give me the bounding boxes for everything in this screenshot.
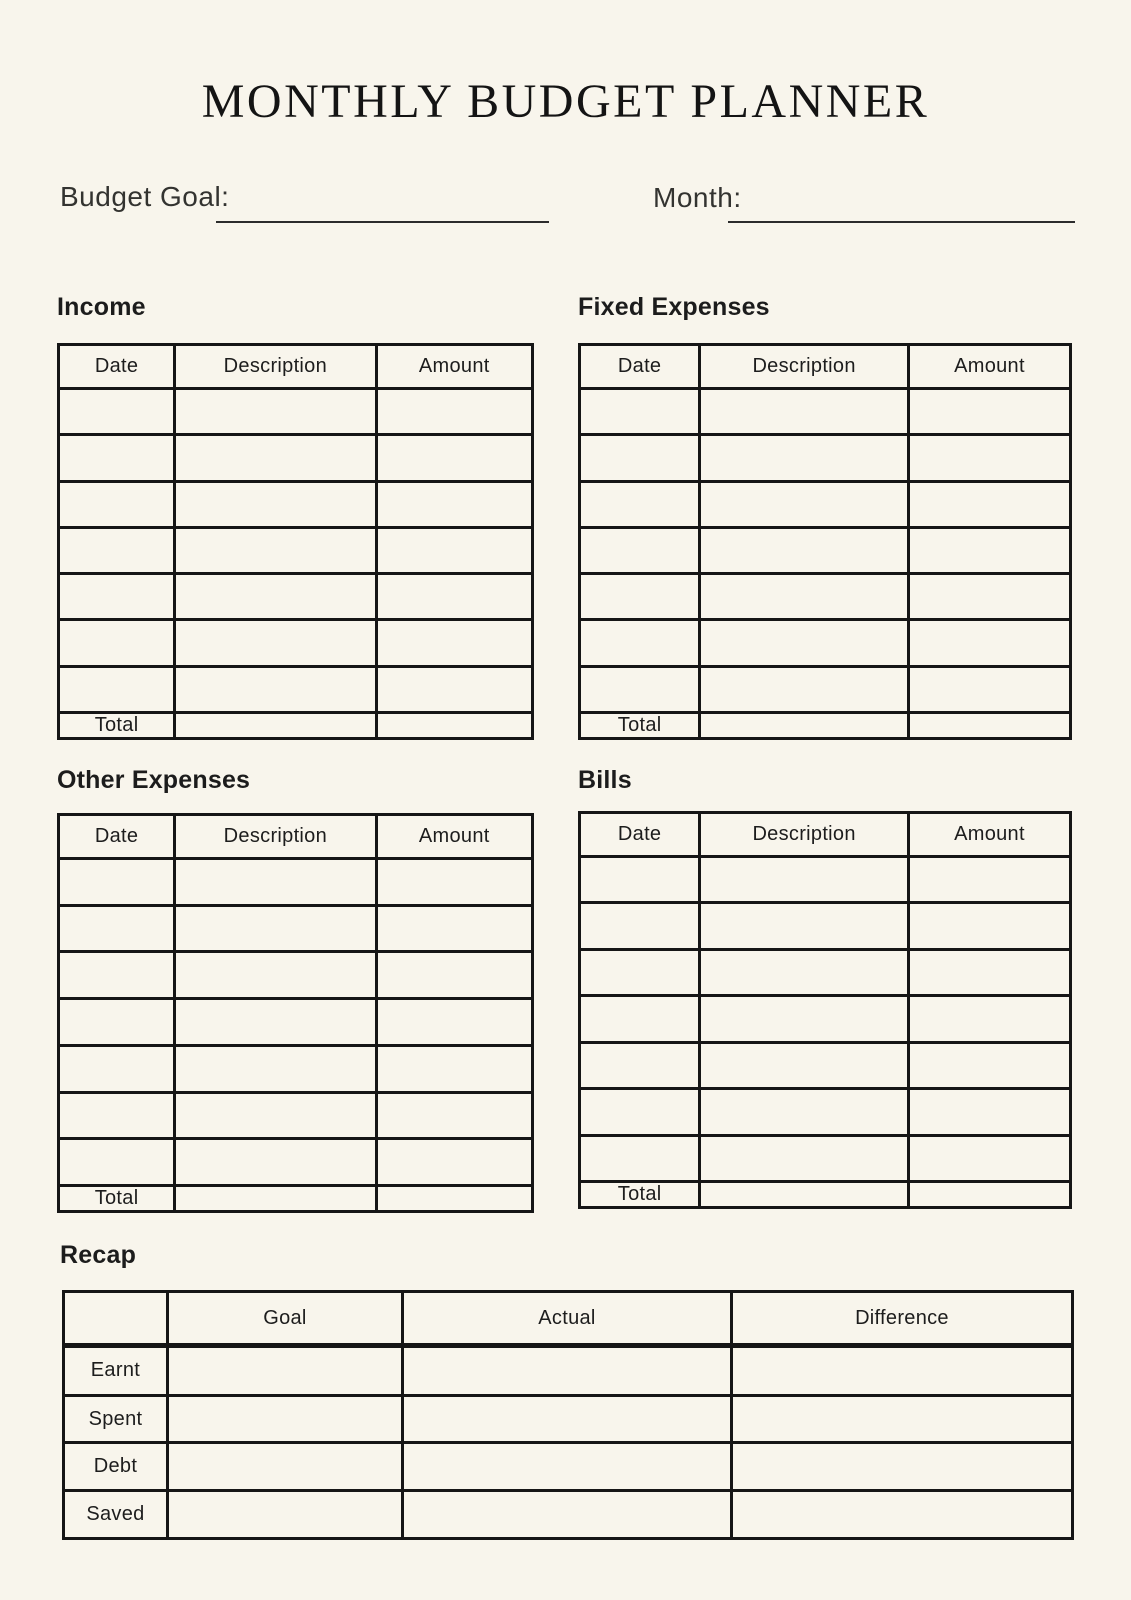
empty-cell bbox=[700, 903, 909, 949]
page-title: MONTHLY BUDGET PLANNER bbox=[201, 75, 930, 128]
empty-cell bbox=[700, 1089, 909, 1135]
empty-cell bbox=[376, 713, 532, 739]
empty-cell bbox=[167, 1443, 402, 1491]
empty-row bbox=[59, 435, 533, 481]
row-label-spent: Spent bbox=[64, 1395, 168, 1443]
bills-table-header bbox=[580, 813, 1071, 857]
empty-row bbox=[580, 857, 1071, 903]
income-table bbox=[57, 343, 534, 740]
empty-cell bbox=[580, 389, 700, 435]
total-label-cell: Total bbox=[59, 713, 175, 739]
empty-cell bbox=[908, 1182, 1070, 1208]
empty-cell bbox=[59, 1045, 175, 1092]
empty-cell bbox=[700, 435, 909, 481]
empty-cell bbox=[175, 999, 376, 1046]
empty-row bbox=[59, 574, 533, 620]
column-header-date: Date bbox=[580, 813, 700, 857]
empty-row bbox=[59, 859, 533, 906]
empty-cell bbox=[700, 666, 909, 712]
empty-row bbox=[59, 952, 533, 999]
column-header-goal: Goal bbox=[167, 1292, 402, 1346]
empty-cell bbox=[175, 527, 376, 573]
empty-row bbox=[580, 903, 1071, 949]
empty-cell bbox=[908, 1042, 1070, 1088]
column-header-description: Description bbox=[700, 345, 909, 389]
empty-row bbox=[59, 1045, 533, 1092]
empty-cell bbox=[908, 996, 1070, 1042]
empty-row bbox=[59, 666, 533, 712]
column-header-actual: Actual bbox=[403, 1292, 732, 1346]
empty-row bbox=[580, 1042, 1071, 1088]
fixed-expenses-section-title: Fixed Expenses bbox=[578, 293, 770, 321]
empty-cell bbox=[580, 527, 700, 573]
budget-goal-label: Budget Goal: bbox=[60, 181, 230, 212]
empty-cell bbox=[59, 527, 175, 573]
empty-cell bbox=[700, 1182, 909, 1208]
empty-cell bbox=[175, 859, 376, 906]
month-label: Month: bbox=[653, 182, 742, 213]
empty-cell bbox=[59, 574, 175, 620]
empty-cell bbox=[376, 1092, 532, 1139]
empty-cell bbox=[175, 574, 376, 620]
empty-cell bbox=[580, 857, 700, 903]
empty-cell bbox=[908, 949, 1070, 995]
empty-cell bbox=[376, 574, 532, 620]
empty-cell bbox=[59, 905, 175, 952]
empty-cell bbox=[731, 1346, 1072, 1396]
empty-cell bbox=[175, 1186, 376, 1212]
other-expenses-table-header bbox=[59, 815, 533, 859]
empty-row bbox=[59, 389, 533, 435]
recap-row-saved bbox=[64, 1491, 1073, 1539]
bills-table bbox=[578, 811, 1072, 1209]
empty-cell bbox=[580, 1042, 700, 1088]
fixed-expenses-table bbox=[578, 343, 1072, 740]
empty-cell bbox=[908, 435, 1070, 481]
row-label-saved: Saved bbox=[64, 1491, 168, 1539]
income-table-header bbox=[59, 345, 533, 389]
other-expenses-section-title: Other Expenses bbox=[57, 766, 251, 794]
recap-row-spent bbox=[64, 1395, 1073, 1443]
empty-row bbox=[59, 1139, 533, 1186]
empty-row bbox=[580, 435, 1071, 481]
empty-cell bbox=[731, 1443, 1072, 1491]
empty-cell bbox=[167, 1395, 402, 1443]
empty-cell bbox=[908, 857, 1070, 903]
empty-row bbox=[580, 666, 1071, 712]
empty-cell bbox=[59, 859, 175, 906]
empty-cell bbox=[175, 952, 376, 999]
empty-cell bbox=[376, 952, 532, 999]
recap-table-header bbox=[64, 1292, 1073, 1346]
column-header-date: Date bbox=[59, 345, 175, 389]
empty-cell bbox=[580, 996, 700, 1042]
empty-cell bbox=[700, 713, 909, 739]
column-header-amount: Amount bbox=[376, 345, 532, 389]
empty-cell bbox=[376, 666, 532, 712]
total-label-cell: Total bbox=[59, 1186, 175, 1212]
empty-cell bbox=[700, 481, 909, 527]
recap-table bbox=[62, 1290, 1074, 1540]
empty-cell bbox=[908, 620, 1070, 666]
empty-row bbox=[59, 527, 533, 573]
empty-cell bbox=[59, 389, 175, 435]
total-label-cell: Total bbox=[580, 1182, 700, 1208]
empty-cell bbox=[908, 574, 1070, 620]
empty-cell bbox=[700, 620, 909, 666]
empty-cell bbox=[376, 527, 532, 573]
empty-cell bbox=[376, 620, 532, 666]
empty-row bbox=[59, 1092, 533, 1139]
total-label-cell: Total bbox=[580, 713, 700, 739]
recap-row-earnt bbox=[64, 1346, 1073, 1396]
empty-row bbox=[580, 620, 1071, 666]
empty-cell bbox=[908, 1135, 1070, 1181]
empty-cell bbox=[580, 666, 700, 712]
recap-row-debt bbox=[64, 1443, 1073, 1491]
empty-cell bbox=[175, 905, 376, 952]
empty-cell bbox=[908, 666, 1070, 712]
total-row bbox=[580, 713, 1071, 739]
empty-cell bbox=[580, 574, 700, 620]
column-header-amount: Amount bbox=[376, 815, 532, 859]
empty-cell bbox=[175, 620, 376, 666]
empty-cell bbox=[59, 620, 175, 666]
column-header-description: Description bbox=[175, 345, 376, 389]
month-line bbox=[728, 221, 1075, 223]
empty-cell bbox=[908, 389, 1070, 435]
recap-section-title: Recap bbox=[60, 1241, 137, 1269]
empty-cell bbox=[700, 1042, 909, 1088]
other-expenses-table bbox=[57, 813, 534, 1213]
empty-cell bbox=[376, 859, 532, 906]
column-header-date: Date bbox=[580, 345, 700, 389]
empty-cell bbox=[908, 527, 1070, 573]
empty-cell bbox=[580, 1135, 700, 1181]
empty-cell bbox=[59, 1092, 175, 1139]
income-section-title: Income bbox=[57, 293, 146, 321]
empty-cell bbox=[403, 1443, 732, 1491]
empty-cell bbox=[167, 1491, 402, 1539]
empty-cell bbox=[700, 527, 909, 573]
empty-cell bbox=[580, 620, 700, 666]
empty-row bbox=[59, 620, 533, 666]
empty-cell bbox=[908, 903, 1070, 949]
empty-cell bbox=[580, 481, 700, 527]
empty-cell bbox=[175, 713, 376, 739]
row-label-earnt: Earnt bbox=[64, 1346, 168, 1396]
empty-cell bbox=[376, 1139, 532, 1186]
empty-cell bbox=[700, 1135, 909, 1181]
empty-cell bbox=[59, 435, 175, 481]
empty-cell bbox=[376, 999, 532, 1046]
column-header-description: Description bbox=[175, 815, 376, 859]
empty-cell bbox=[175, 389, 376, 435]
empty-row bbox=[59, 999, 533, 1046]
empty-cell bbox=[59, 666, 175, 712]
empty-cell bbox=[175, 1045, 376, 1092]
empty-cell bbox=[908, 481, 1070, 527]
empty-cell bbox=[59, 999, 175, 1046]
empty-cell bbox=[376, 1186, 532, 1212]
empty-row bbox=[580, 481, 1071, 527]
total-row bbox=[59, 713, 533, 739]
column-header-description: Description bbox=[700, 813, 909, 857]
empty-cell bbox=[59, 952, 175, 999]
column-header-difference: Difference bbox=[731, 1292, 1072, 1346]
empty-row bbox=[59, 481, 533, 527]
empty-cell bbox=[59, 481, 175, 527]
column-header-date: Date bbox=[59, 815, 175, 859]
bills-section-title: Bills bbox=[578, 766, 632, 794]
budget-goal-line bbox=[216, 221, 549, 223]
empty-cell bbox=[731, 1395, 1072, 1443]
empty-row bbox=[580, 574, 1071, 620]
empty-cell bbox=[700, 389, 909, 435]
empty-row bbox=[59, 905, 533, 952]
row-label-debt: Debt bbox=[64, 1443, 168, 1491]
empty-cell bbox=[403, 1346, 732, 1396]
empty-cell bbox=[59, 1139, 175, 1186]
empty-cell bbox=[376, 905, 532, 952]
empty-cell bbox=[175, 435, 376, 481]
empty-row bbox=[580, 1089, 1071, 1135]
fixed-expenses-table-header bbox=[580, 345, 1071, 389]
empty-cell bbox=[376, 389, 532, 435]
recap-corner-cell bbox=[64, 1292, 168, 1346]
empty-cell bbox=[580, 903, 700, 949]
empty-cell bbox=[908, 713, 1070, 739]
empty-cell bbox=[908, 1089, 1070, 1135]
empty-row bbox=[580, 527, 1071, 573]
empty-cell bbox=[403, 1395, 732, 1443]
empty-cell bbox=[700, 857, 909, 903]
empty-cell bbox=[376, 1045, 532, 1092]
empty-cell bbox=[376, 481, 532, 527]
empty-cell bbox=[175, 481, 376, 527]
empty-cell bbox=[167, 1346, 402, 1396]
empty-row bbox=[580, 1135, 1071, 1181]
empty-cell bbox=[580, 435, 700, 481]
empty-cell bbox=[403, 1491, 732, 1539]
empty-cell bbox=[700, 574, 909, 620]
empty-cell bbox=[580, 949, 700, 995]
empty-cell bbox=[700, 996, 909, 1042]
empty-cell bbox=[175, 1139, 376, 1186]
column-header-amount: Amount bbox=[908, 345, 1070, 389]
empty-cell bbox=[175, 666, 376, 712]
total-row bbox=[59, 1186, 533, 1212]
empty-cell bbox=[731, 1491, 1072, 1539]
empty-row bbox=[580, 996, 1071, 1042]
empty-row bbox=[580, 389, 1071, 435]
empty-cell bbox=[580, 1089, 700, 1135]
empty-cell bbox=[700, 949, 909, 995]
empty-cell bbox=[376, 435, 532, 481]
column-header-amount: Amount bbox=[908, 813, 1070, 857]
empty-cell bbox=[175, 1092, 376, 1139]
empty-row bbox=[580, 949, 1071, 995]
total-row bbox=[580, 1182, 1071, 1208]
